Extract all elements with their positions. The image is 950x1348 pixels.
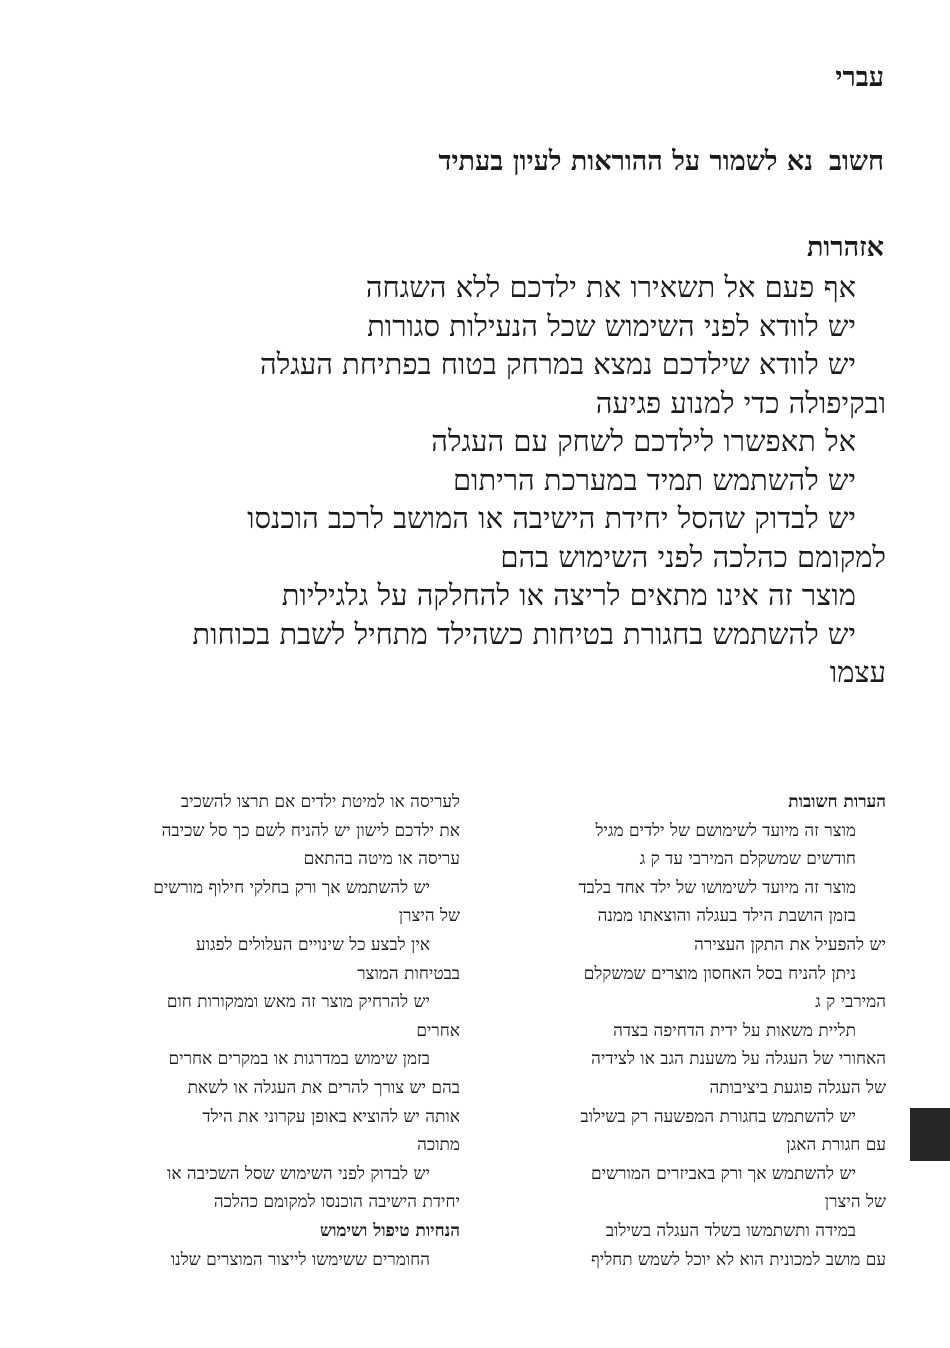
note-line: חודשים שמשקלם המירבי עד ק ג xyxy=(639,849,856,870)
continued-line: יש להרחיק מוצר זה מאש וממקורות חום xyxy=(166,992,430,1013)
note-line: יש להפעיל את התקן העצירה xyxy=(694,934,886,955)
important-keyword: חשוב xyxy=(828,146,884,177)
warnings-title: אזהרות xyxy=(806,232,884,263)
note-line: במידה ותשתמשו בשלד העגלה בשילוב xyxy=(605,1220,856,1241)
note-line: של היצרן xyxy=(824,1192,886,1213)
continued-line: לעריסה או למיטת ילדים אם תרצו להשכיב xyxy=(180,792,460,812)
note-line: המירבי ק ג xyxy=(815,992,886,1013)
continued-line: אין לבצע כל שינויים העלולים לפגוע xyxy=(196,934,430,955)
notes-title: הערות חשובות xyxy=(788,792,886,812)
note-line: יש להשתמש בחגורת המפשעה רק בשילוב xyxy=(580,1106,856,1127)
warning-line: יש לבדוק שהסל יחידת הישיבה או המושב לרכב הוכנסו xyxy=(247,501,856,535)
continued-column xyxy=(60,788,460,1274)
note-line: האחורי של העגלה על משענת הגב או לצידיה xyxy=(591,1049,886,1070)
care-line: החומרים ששימשו לייצור המוצרים שלנו xyxy=(170,1249,430,1270)
note-line: תליית משאות על ידית הדחיפה בצדה xyxy=(613,1020,856,1041)
note-line: עם חגורת האגן xyxy=(786,1135,886,1156)
warning-line: אל תאפשרו לילדכם לשחק עם העגלה xyxy=(431,424,856,458)
continued-line: יש להשתמש אך ורק בחלקי חילוף מורשים xyxy=(153,877,430,898)
continued-line: את ילדכם לישון יש להניח לשם כך סל שכיבה xyxy=(161,820,460,841)
warning-line: יש להשתמש תמיד במערכת הריתום xyxy=(452,462,856,497)
warning-line: עצמו xyxy=(829,655,886,689)
note-line: ניתן להניח בסל האחסון מוצרים שמשקלם xyxy=(583,963,856,984)
continued-line: עריסה או מיטה בהתאם xyxy=(303,849,460,870)
important-header xyxy=(438,146,884,177)
warning-line: יש לוודא לפני השימוש שכל הנעילות סגורות xyxy=(367,308,856,343)
continued-line: של היצרן xyxy=(398,906,460,927)
continued-line: בהם יש צורך להרים את העגלה או לשאת xyxy=(187,1077,460,1098)
page-tab-marker xyxy=(910,1108,950,1161)
note-line: עם מושב למכונית הוא לא יוכל לשמש תחליף xyxy=(590,1249,886,1270)
note-line: של העגלה פוגעת ביציבותה xyxy=(709,1077,886,1098)
notes-column xyxy=(516,788,886,1274)
warning-line: אף פעם אל תשאירו את ילדכם ללא השגחה xyxy=(365,270,856,304)
important-text: נא לשמור על ההוראות לעיון בעתיד xyxy=(438,146,813,177)
warnings-list xyxy=(86,268,886,692)
note-line: יש להשתמש אך ורק באביזרים המורשים xyxy=(591,1163,856,1184)
warning-line: ובקיפולה כדי למנוע פגיעה xyxy=(595,385,886,420)
warning-line: יש לוודא שילדכם נמצא במרחק בטוח בפתיחת העגלה xyxy=(260,347,856,381)
continued-line: מתוכה xyxy=(417,1135,460,1156)
care-title: הנחיות טיפול ושימוש xyxy=(320,1220,460,1241)
warning-line: למקומם כהלכה לפני השימוש בהם xyxy=(500,539,886,574)
warning-line: מוצר זה אינו מתאים לריצה או להחלקה על גלגיליות xyxy=(281,578,856,612)
note-line: מוצר זה מיועד לשימושו של ילד אחד בלבד xyxy=(578,877,856,898)
continued-line: יש לבדוק לפני השימוש שסל השכיבה או xyxy=(166,1163,430,1184)
continued-line: יחידת הישיבה הוכנסו למקומם כהלכה xyxy=(213,1192,460,1213)
language-label: עברי xyxy=(835,62,884,93)
note-line: מוצר זה מיועד לשימושם של ילדים מגיל xyxy=(595,820,856,841)
warning-line: יש להשתמש בחגורת בטיחות כשהילד מתחיל לשבת בכוחות xyxy=(192,616,856,651)
continued-line: אחרים xyxy=(416,1020,460,1041)
continued-line: בבטיחות המוצר xyxy=(357,963,460,984)
note-line: בזמן הושבת הילד בעגלה והוצאתו ממנה xyxy=(597,906,856,927)
continued-line: בזמן שימוש במדרגות או במקרים אחרים xyxy=(168,1049,430,1070)
continued-line: אותה יש להוציא באופן עקרוני את הילד xyxy=(202,1106,460,1127)
